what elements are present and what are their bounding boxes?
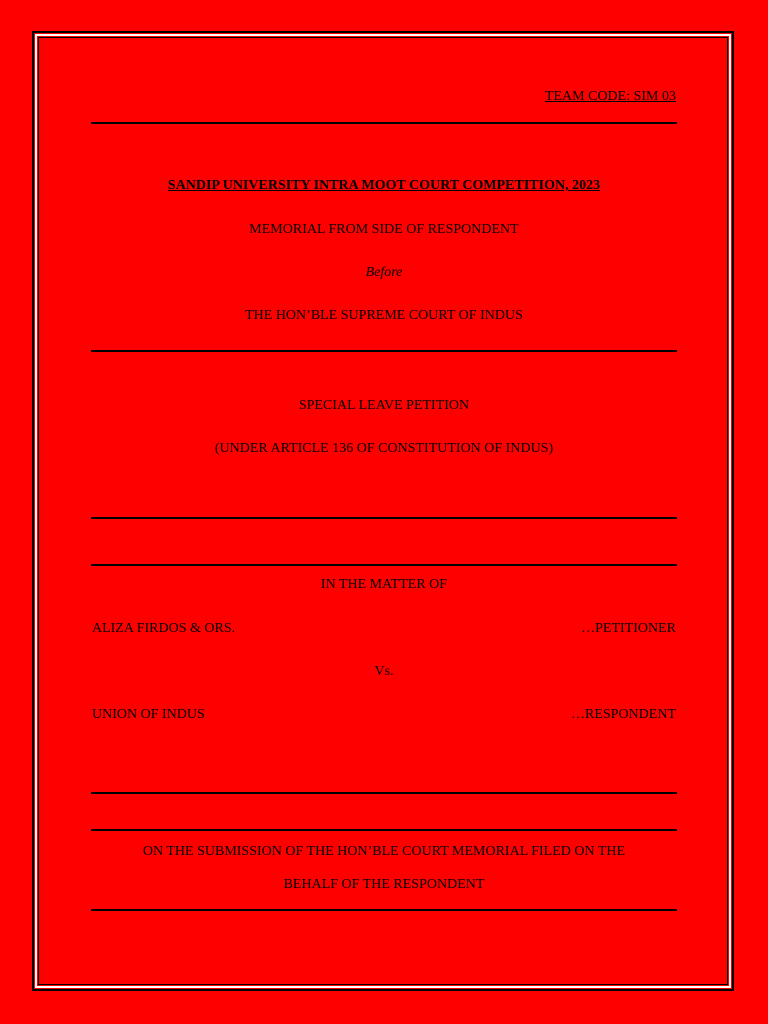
before-label: Before bbox=[365, 265, 403, 280]
petitioner-name: ALIZA FIRDOS & ORS. bbox=[92, 621, 236, 636]
submission-line-2: BEHALF OF THE RESPONDENT bbox=[283, 877, 485, 892]
submission-line-1: ON THE SUBMISSION OF THE HON’BLE COURT MEMORIAL FILED ON THE bbox=[142, 844, 626, 859]
divider-petition-1 bbox=[91, 517, 677, 519]
petition-type: SPECIAL LEAVE PETITION bbox=[298, 398, 470, 413]
divider-bottom bbox=[91, 909, 677, 911]
divider-parties-1 bbox=[91, 792, 677, 794]
respondent-name: UNION OF INDUS bbox=[92, 707, 205, 722]
divider-petition-2 bbox=[91, 564, 677, 566]
divider-parties-2 bbox=[91, 829, 677, 831]
in-the-matter-of: IN THE MATTER OF bbox=[320, 577, 448, 592]
memorial-side: MEMORIAL FROM SIDE OF RESPONDENT bbox=[249, 222, 519, 237]
divider-top bbox=[91, 122, 677, 124]
petitioner-role: …PETITIONER bbox=[581, 621, 676, 636]
versus-label: Vs. bbox=[374, 664, 394, 679]
petition-article: (UNDER ARTICLE 136 OF CONSTITUTION OF INDUS) bbox=[214, 441, 554, 456]
court-name: THE HON’BLE SUPREME COURT OF INDUS bbox=[245, 308, 523, 323]
divider-court bbox=[91, 350, 677, 352]
competition-title: SANDIP UNIVERSITY INTRA MOOT COURT COMPETITION, 2023 bbox=[167, 178, 601, 193]
respondent-role: …RESPONDENT bbox=[570, 707, 676, 722]
team-code: TEAM CODE: SIM 03 bbox=[544, 89, 676, 104]
